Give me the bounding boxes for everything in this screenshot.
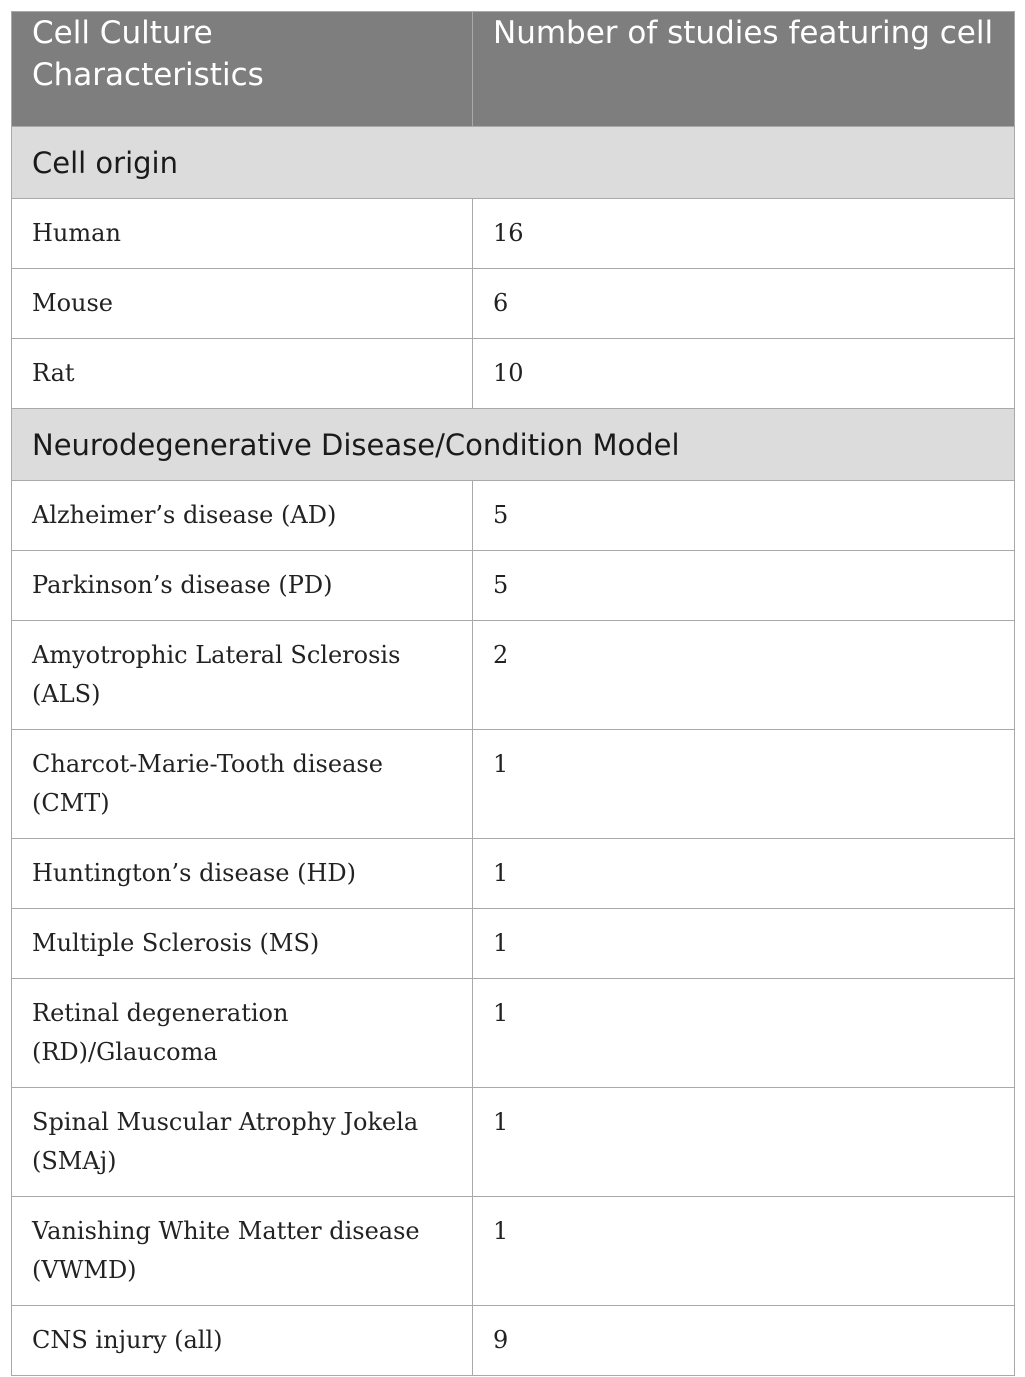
table-row bbox=[12, 551, 1015, 621]
table-row bbox=[12, 839, 1015, 909]
table-row bbox=[12, 621, 1015, 730]
table-row bbox=[12, 730, 1015, 839]
table-row bbox=[12, 1306, 1015, 1376]
row-label: Huntington’s disease (HD) bbox=[12, 839, 473, 909]
table-row bbox=[12, 1088, 1015, 1197]
table-row bbox=[12, 909, 1015, 979]
row-value: 5 bbox=[473, 551, 1015, 621]
table-row bbox=[12, 1197, 1015, 1306]
row-value: 2 bbox=[473, 621, 1015, 730]
row-value: 1 bbox=[473, 839, 1015, 909]
row-value: 9 bbox=[473, 1306, 1015, 1376]
row-label: Multiple Sclerosis (MS) bbox=[12, 909, 473, 979]
section-title: Neurodegenerative Disease/Condition Model bbox=[12, 409, 1015, 481]
row-label: Amyotrophic Lateral Sclerosis (ALS) bbox=[12, 621, 473, 730]
row-label: CNS injury (all) bbox=[12, 1306, 473, 1376]
header-study-count: Number of studies featuring cell bbox=[473, 12, 1015, 127]
row-value: 1 bbox=[473, 979, 1015, 1088]
table-row bbox=[12, 269, 1015, 339]
header-row bbox=[12, 12, 1015, 127]
row-value: 1 bbox=[473, 1088, 1015, 1197]
row-value: 6 bbox=[473, 269, 1015, 339]
row-label: Spinal Muscular Atrophy Jokela (SMAj) bbox=[12, 1088, 473, 1197]
row-label: Retinal degeneration (RD)/Glaucoma bbox=[12, 979, 473, 1088]
row-value: 5 bbox=[473, 481, 1015, 551]
row-value: 1 bbox=[473, 730, 1015, 839]
row-label: Charcot-Marie-Tooth disease (CMT) bbox=[12, 730, 473, 839]
row-value: 1 bbox=[473, 909, 1015, 979]
row-value: 16 bbox=[473, 199, 1015, 269]
row-label: Vanishing White Matter disease (VWMD) bbox=[12, 1197, 473, 1306]
row-label: Parkinson’s disease (PD) bbox=[12, 551, 473, 621]
table-row bbox=[12, 481, 1015, 551]
section-title: Cell origin bbox=[12, 127, 1015, 199]
row-value: 10 bbox=[473, 339, 1015, 409]
section-row-cell-origin bbox=[12, 127, 1015, 199]
table-row bbox=[12, 979, 1015, 1088]
row-value: 1 bbox=[473, 1197, 1015, 1306]
section-row-disease-model bbox=[12, 409, 1015, 481]
header-characteristics: Cell Culture Characteristics bbox=[12, 12, 473, 127]
table-row bbox=[12, 199, 1015, 269]
table-row bbox=[12, 339, 1015, 409]
cell-culture-table bbox=[11, 11, 1015, 1376]
row-label: Mouse bbox=[12, 269, 473, 339]
row-label: Human bbox=[12, 199, 473, 269]
row-label: Rat bbox=[12, 339, 473, 409]
row-label: Alzheimer’s disease (AD) bbox=[12, 481, 473, 551]
